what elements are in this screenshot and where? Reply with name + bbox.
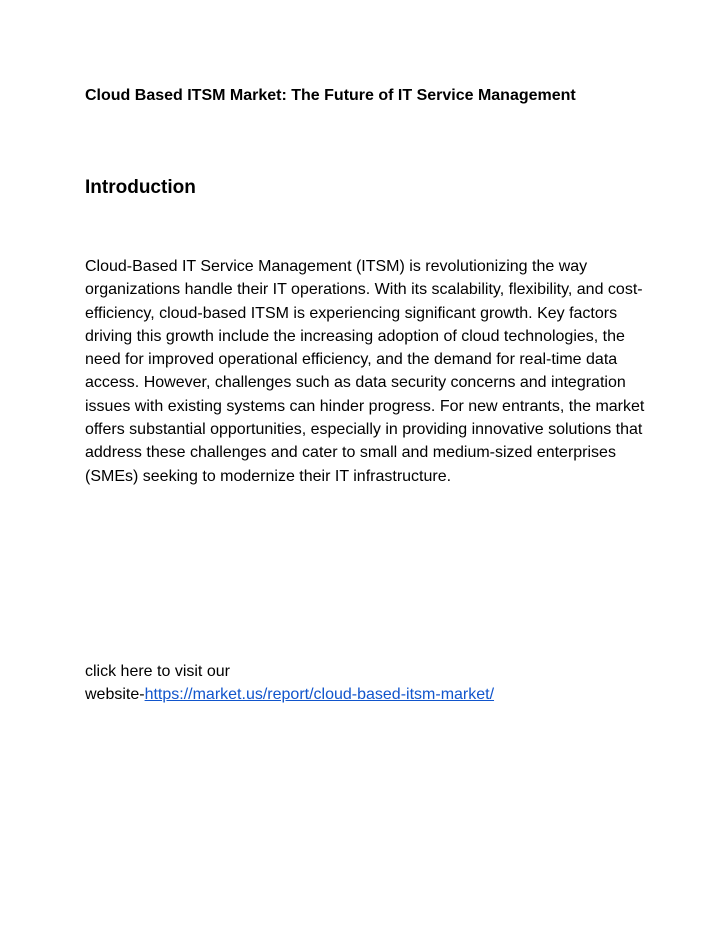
website-link[interactable]: https://market.us/report/cloud-based-itsm-market/ bbox=[144, 686, 495, 704]
cta-prefix: website- bbox=[85, 686, 145, 704]
cta-link-line bbox=[85, 683, 645, 706]
introduction-heading: Introduction bbox=[85, 177, 196, 198]
document-title: Cloud Based ITSM Market: The Future of IT Service Management bbox=[85, 87, 576, 104]
cta-text-line: click here to visit our bbox=[85, 663, 230, 680]
introduction-paragraph: Cloud-Based IT Service Management (ITSM) is revolutionizing the way organizations handle their IT operations. With its scalability, flexibility, and cost-efficiency, cloud-based ITSM is experiencing significant growth. Key factors driving this growth include the increasing adoption of cloud technologies, the need for improved operational efficiency, and the demand for real-time data access. However, challenges such as data security concerns and integration issues with existing systems can hinder progress. For new entrants, the market offers substantial opportunities, especially in providing innovative solutions that address these challenges and cater to small and medium-sized enterprises (SMEs) seeking to modernize their IT infrastructure. bbox=[85, 258, 645, 485]
website-call-to-action bbox=[85, 660, 645, 707]
